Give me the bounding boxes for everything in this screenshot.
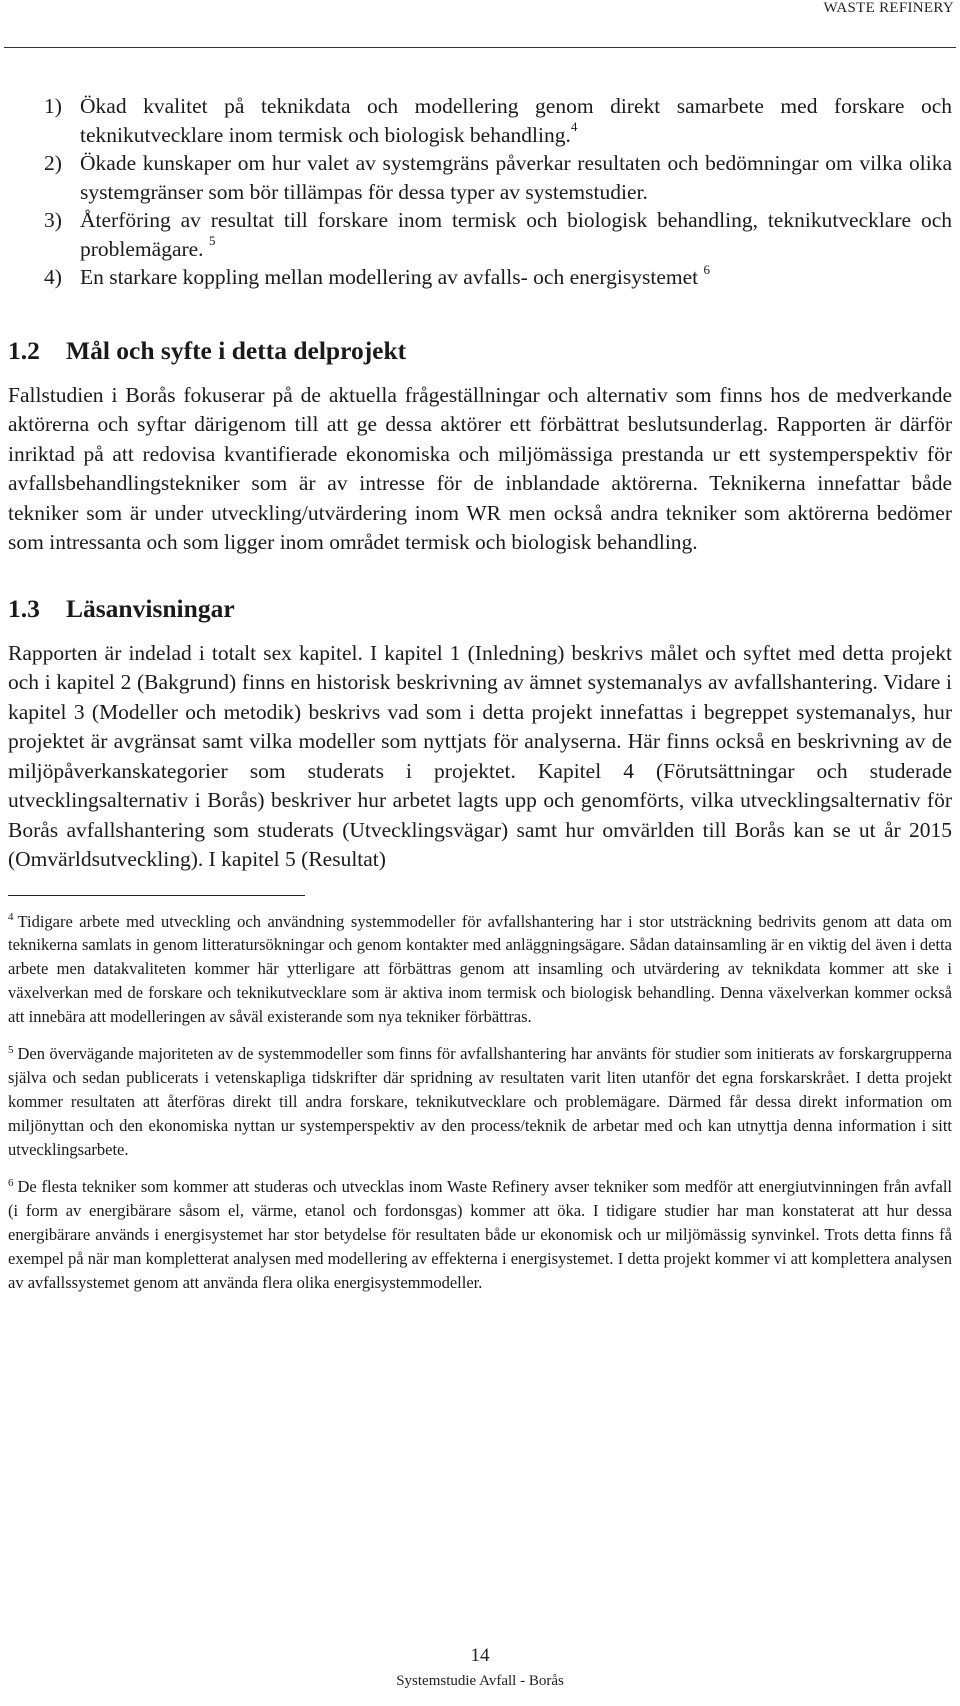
list-item <box>8 206 952 263</box>
list-item-number: 2) <box>44 151 62 175</box>
list-item <box>8 263 952 292</box>
list-item-number: 1) <box>44 94 62 118</box>
section-title: Mål och syfte i detta delprojekt <box>66 335 407 365</box>
footnote-divider <box>8 895 305 896</box>
list-item-text: En starkare koppling mellan modellering av avfalls- och energisystemet <box>80 265 699 289</box>
footnote-number: 4 <box>8 911 14 923</box>
section-heading <box>8 336 952 366</box>
list-item-number: 4) <box>44 265 62 289</box>
footnote <box>8 910 952 1029</box>
list-item-text: Återföring av resultat till forskare inom termisk och biologisk behandling, teknikutvecklare och problemägare. <box>80 208 952 261</box>
list-item <box>8 92 952 149</box>
footnote-text: Tidigare arbete med utveckling och användning systemmodeller för avfallshantering har i stor utsträckning bedrivits genom att data om teknikerna samlats in genom litteratursökningar och genom kontakter med anläggningsägare. Sådan datainsamling är en viktig del även i detta arbete men datakvaliteten kommer här ytterligare att förbättras genom att insamling och utvärdering av teknikdata kommer att ske i växelverkan med de forskare och teknikutvecklare som är aktiva inom termisk och biologisk behandling. Denna växelverkan kommer också att innebära att modelleringen av såväl existerande som nya tekniker förbättras. <box>8 911 952 1026</box>
section-title: Läsanvisningar <box>66 593 235 623</box>
footnote-ref[interactable]: 5 <box>208 233 216 249</box>
footnote-text: De flesta tekniker som kommer att studeras och utvecklas inom Waste Refinery avser tekniker som medför att energiutvinningen från avfall (i form av energibärare såsom el, värme, etanol och fordonsgas) kommer att öka. I tidigare studier har man konstaterat att hur dessa energibärare används i energisystemet har stor betydelse för resultaten både ur ekonomisk och ur miljömässig synvinkel. Trots detta finns få exempel på när man kompletterat analysen med modellering av effekterna i energisystemet. I detta projekt kommer vi att komplettera analysen av avfallssystemet genom att använda flera olika energisystemmodeller. <box>8 1177 952 1292</box>
list-item <box>8 149 952 206</box>
running-header-title: WASTE REFINERY <box>823 0 954 16</box>
page-body <box>8 92 952 1294</box>
page-number: 14 <box>470 1645 490 1666</box>
footer-report-name: Systemstudie Avfall - Borås <box>396 1673 564 1689</box>
section-heading <box>8 594 952 624</box>
footnote-number: 5 <box>8 1043 14 1056</box>
footnote <box>8 1175 952 1294</box>
list-item-text: Ökad kvalitet på teknikdata och modellering genom direkt samarbete med forskare och teknikutvecklare inom termisk och biologisk behandling. <box>80 94 952 147</box>
footnote <box>8 1042 952 1161</box>
footnote-text: Den övervägande majoriteten av de systemmodeller som finns för avfallshantering har använts för studier som initierats av forskargrupperna själva och sedan publicerats i vetenskapliga tidskrifter där spridning av resultaten varit liten utanför det egna forskarskrået. I detta projekt kommer resultaten att återföras direkt till andra forskare, teknikutvecklare och problemägare. Därmed får dessa direkt information om miljönyttan och den ekonomiska nyttan ur systemperspektiv av den process/teknik de arbetar med och kan utnyttja denna information i sitt utvecklingsarbete. <box>8 1044 952 1159</box>
numbered-list <box>8 92 952 292</box>
section-paragraph: Rapporten är indelad i totalt sex kapitel. I kapitel 1 (Inledning) beskrivs målet och syftet med detta projekt och i kapitel 2 (Bakgrund) finns en historisk beskrivning av ämnet systemanalys av avfallshantering. Vidare i kapitel 3 (Modeller och metodik) beskrivs vad som i detta projekt innefattas i begreppet systemanalys, hur projektet är avgränsat samt vilka modeller som nyttjats för analyserna. Här finns också en beskrivning av de miljöpåverkanskategorier som studerats i projektet. Kapitel 4 (Förutsättningar och studerade utvecklingsalternativ i Borås) beskriver hur arbetet lagts upp och genomförts, vilka utvecklingsalternativ för Borås avfallshantering som studerats (Utvecklingsvägar) samt hur omvärlden till Borås kan se ut år 2015 (Omvärldsutveckling). I kapitel 5 (Resultat) <box>8 640 952 871</box>
footnote-ref[interactable]: 6 <box>703 261 711 277</box>
footnote-ref[interactable]: 4 <box>570 119 578 135</box>
list-item-text: Ökade kunskaper om hur valet av systemgräns påverkar resultaten och bedömningar om vilka olika systemgränser som bör tillämpas för dessa typer av systemstudier. <box>80 151 952 204</box>
section-number: 1.2 <box>8 335 40 365</box>
footnote-number: 6 <box>8 1176 14 1189</box>
list-item-number: 3) <box>44 208 62 232</box>
section-paragraph: Fallstudien i Borås fokuserar på de aktuella frågeställningar och alternativ som finns hos de medverkande aktörerna och syftar därigenom till att ge dessa aktörer ett förbättrat beslutsunderlag. Rapporten är därför inriktad på att redovisa kvantifierade ekonomiska och miljömässiga prestanda ur ett systemperspektiv för avfallsbehandlingstekniker som är av intresse för de inblandade aktörerna. Teknikerna innefattar både tekniker som är under utveckling/utvärdering inom WR men också andra tekniker som aktörerna bedömer som intressanta och som ligger inom området termisk och biologisk behandling. <box>8 382 952 554</box>
header-divider <box>4 47 956 48</box>
section-number: 1.3 <box>8 593 40 623</box>
